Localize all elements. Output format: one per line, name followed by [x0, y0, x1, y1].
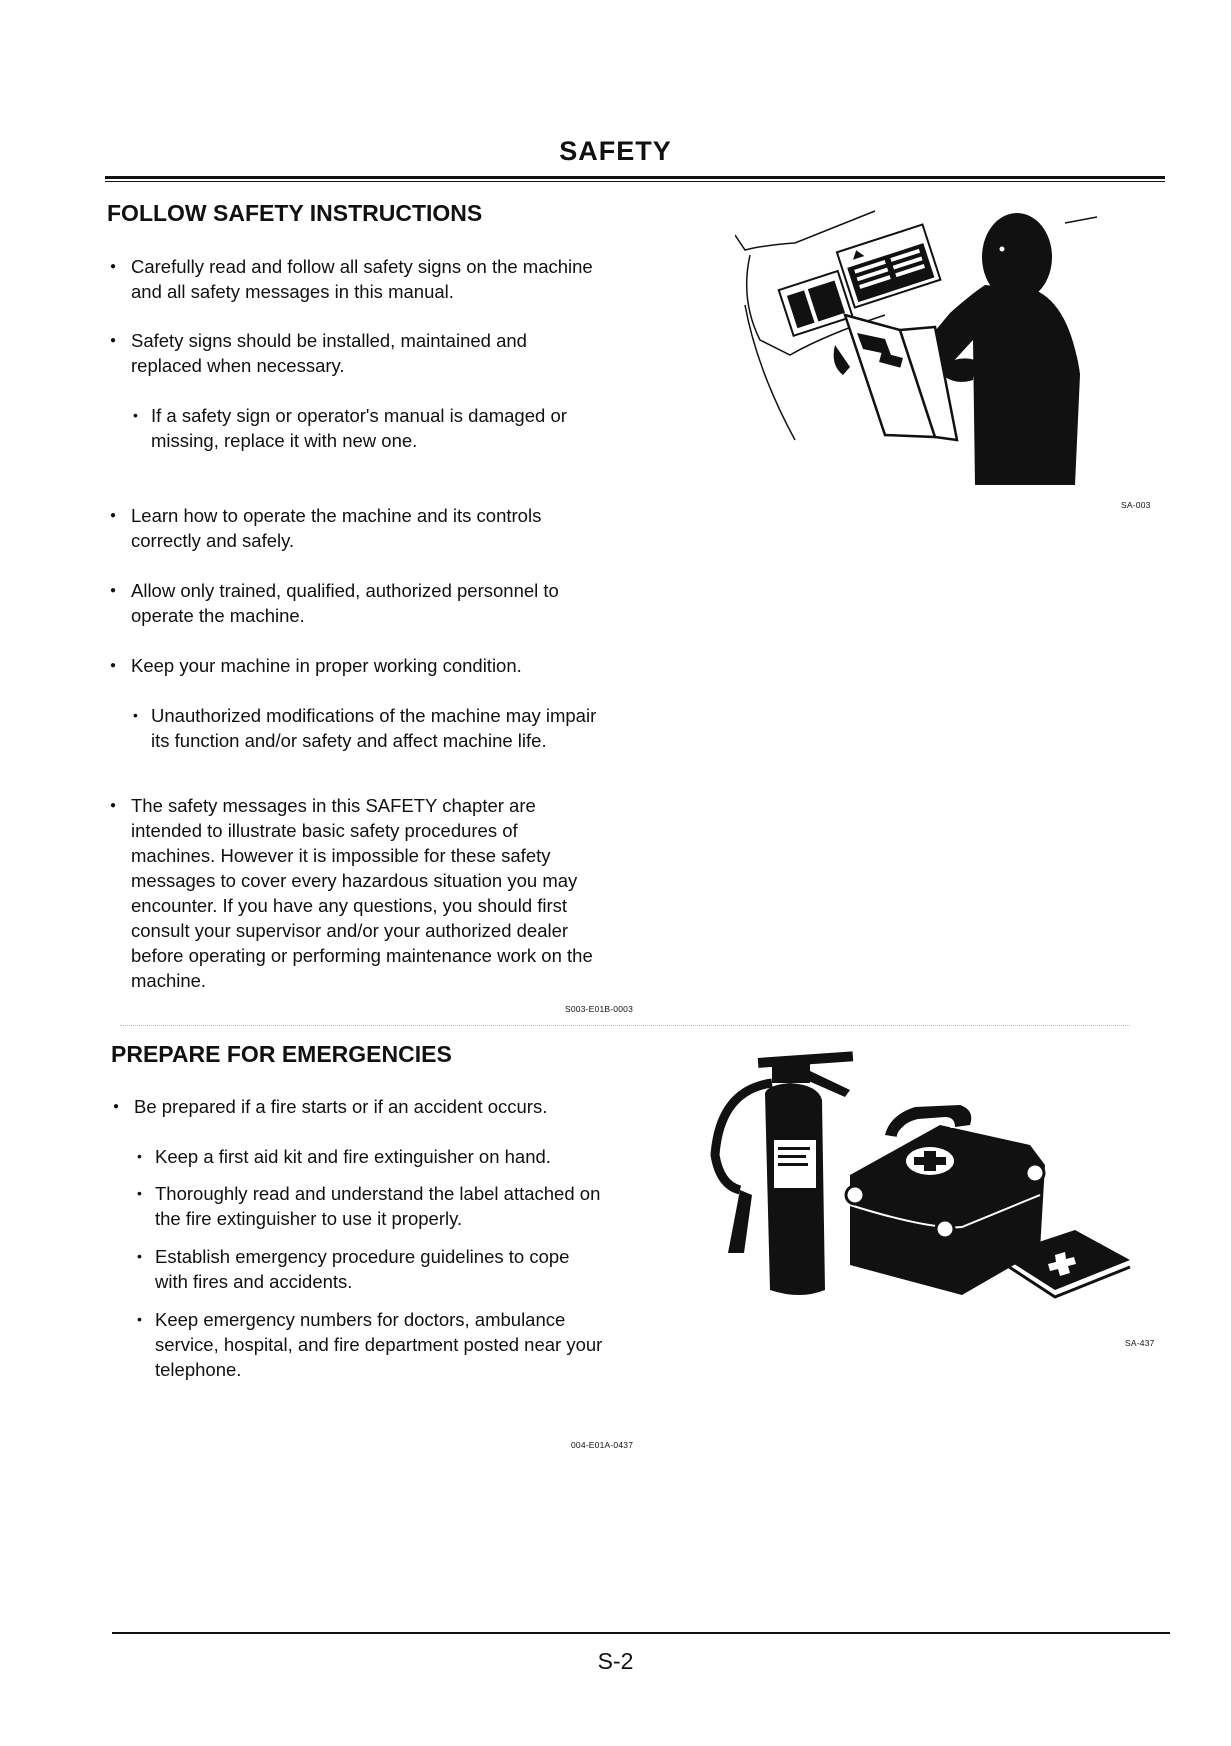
first-aid-kit-icon [846, 1105, 1045, 1295]
sub-bullet-emergency-numbers [135, 1307, 602, 1382]
text-line: service, hospital, and fire department posted near your [155, 1334, 603, 1355]
text-line: • Establish emergency procedure guidelines to cope [155, 1246, 570, 1267]
sub-bullet-read-label [135, 1181, 600, 1231]
bullet-be-prepared [110, 1094, 547, 1119]
text-line: ● Be prepared if a fire starts or if an accident occurs. [134, 1096, 548, 1117]
sub-bullet-first-aid-kit [135, 1144, 551, 1169]
text-line: machines. However it is impossible for these safety [131, 845, 551, 866]
section-divider [120, 1025, 1130, 1026]
text-line: operate the machine. [131, 605, 305, 626]
section-title-prepare-emergencies: PREPARE FOR EMERGENCIES [111, 1041, 452, 1067]
text-line: ● Keep your machine in proper working condition. [131, 655, 522, 676]
header-rule [105, 176, 1165, 179]
footer-rule [112, 1632, 1170, 1634]
text-line: its function and/or safety and affect machine life. [151, 730, 547, 751]
text-line: ● Allow only trained, qualified, authorized personnel to [131, 580, 559, 601]
section-title-follow-safety: FOLLOW SAFETY INSTRUCTIONS [107, 200, 483, 226]
text-line: ● Carefully read and follow all safety signs on the machine [131, 256, 593, 277]
section-code: S003-E01B-0003 [565, 1004, 634, 1014]
text-line: • If a safety sign or operator's manual is damaged or [151, 405, 567, 426]
text-line: before operating or performing maintenance work on the [131, 945, 593, 966]
sub-bullet-unauthorized-mods [131, 703, 596, 753]
bullet-read-safety-signs [107, 254, 593, 304]
text-line: consult your supervisor and/or your authorized dealer [131, 920, 569, 941]
text-line: ● The safety messages in this SAFETY chapter are [131, 795, 536, 816]
figure-code: SA-437 [1125, 1338, 1155, 1348]
text-line: telephone. [155, 1359, 242, 1380]
sub-bullet-emergency-procedure [135, 1244, 569, 1294]
machine-panel-line [735, 211, 875, 250]
header-rule-thin [105, 181, 1165, 182]
bullet-working-condition [107, 653, 522, 678]
text-line: • Thoroughly read and understand the label attached on [155, 1183, 601, 1204]
text-line: encounter. If you have any questions, you should first [131, 895, 568, 916]
machine-panel-line [745, 305, 795, 440]
bullet-learn-controls [107, 503, 541, 553]
text-line: replaced when necessary. [131, 355, 345, 376]
text-line: machine. [131, 970, 207, 991]
text-line: intended to illustrate basic safety procedures of [131, 820, 518, 841]
text-line: • Keep a first aid kit and fire extinguisher on hand. [155, 1146, 551, 1167]
page-title: SAFETY [559, 136, 672, 166]
bullet-safety-messages [107, 793, 593, 993]
fire-extinguisher-first-aid-kit-illustration [700, 1045, 1150, 1310]
bullet-trained-personnel [107, 578, 559, 628]
fire-extinguisher-icon [715, 1051, 853, 1295]
page-number: S-2 [597, 1648, 634, 1674]
text-line: missing, replace it with new one. [151, 430, 418, 451]
section-code: 004-E01A-0437 [571, 1440, 634, 1450]
figure-code: SA-003 [1121, 500, 1151, 510]
sub-bullet-replace-damaged [131, 403, 567, 453]
bullet-safety-signs-installed [107, 328, 527, 378]
text-line: • Keep emergency numbers for doctors, ambulance [155, 1309, 566, 1330]
text-line: correctly and safely. [131, 530, 295, 551]
text-line: with fires and accidents. [155, 1271, 353, 1292]
text-line: ● Safety signs should be installed, maintained and [131, 330, 527, 351]
text-line: the fire extinguisher to use it properly. [155, 1208, 463, 1229]
text-line: ● Learn how to operate the machine and its controls [131, 505, 542, 526]
text-line: messages to cover every hazardous situation you may [131, 870, 578, 891]
person-reading-manual-illustration [735, 205, 1115, 490]
text-line: • Unauthorized modifications of the machine may impair [151, 705, 597, 726]
text-line: and all safety messages in this manual. [131, 281, 454, 302]
